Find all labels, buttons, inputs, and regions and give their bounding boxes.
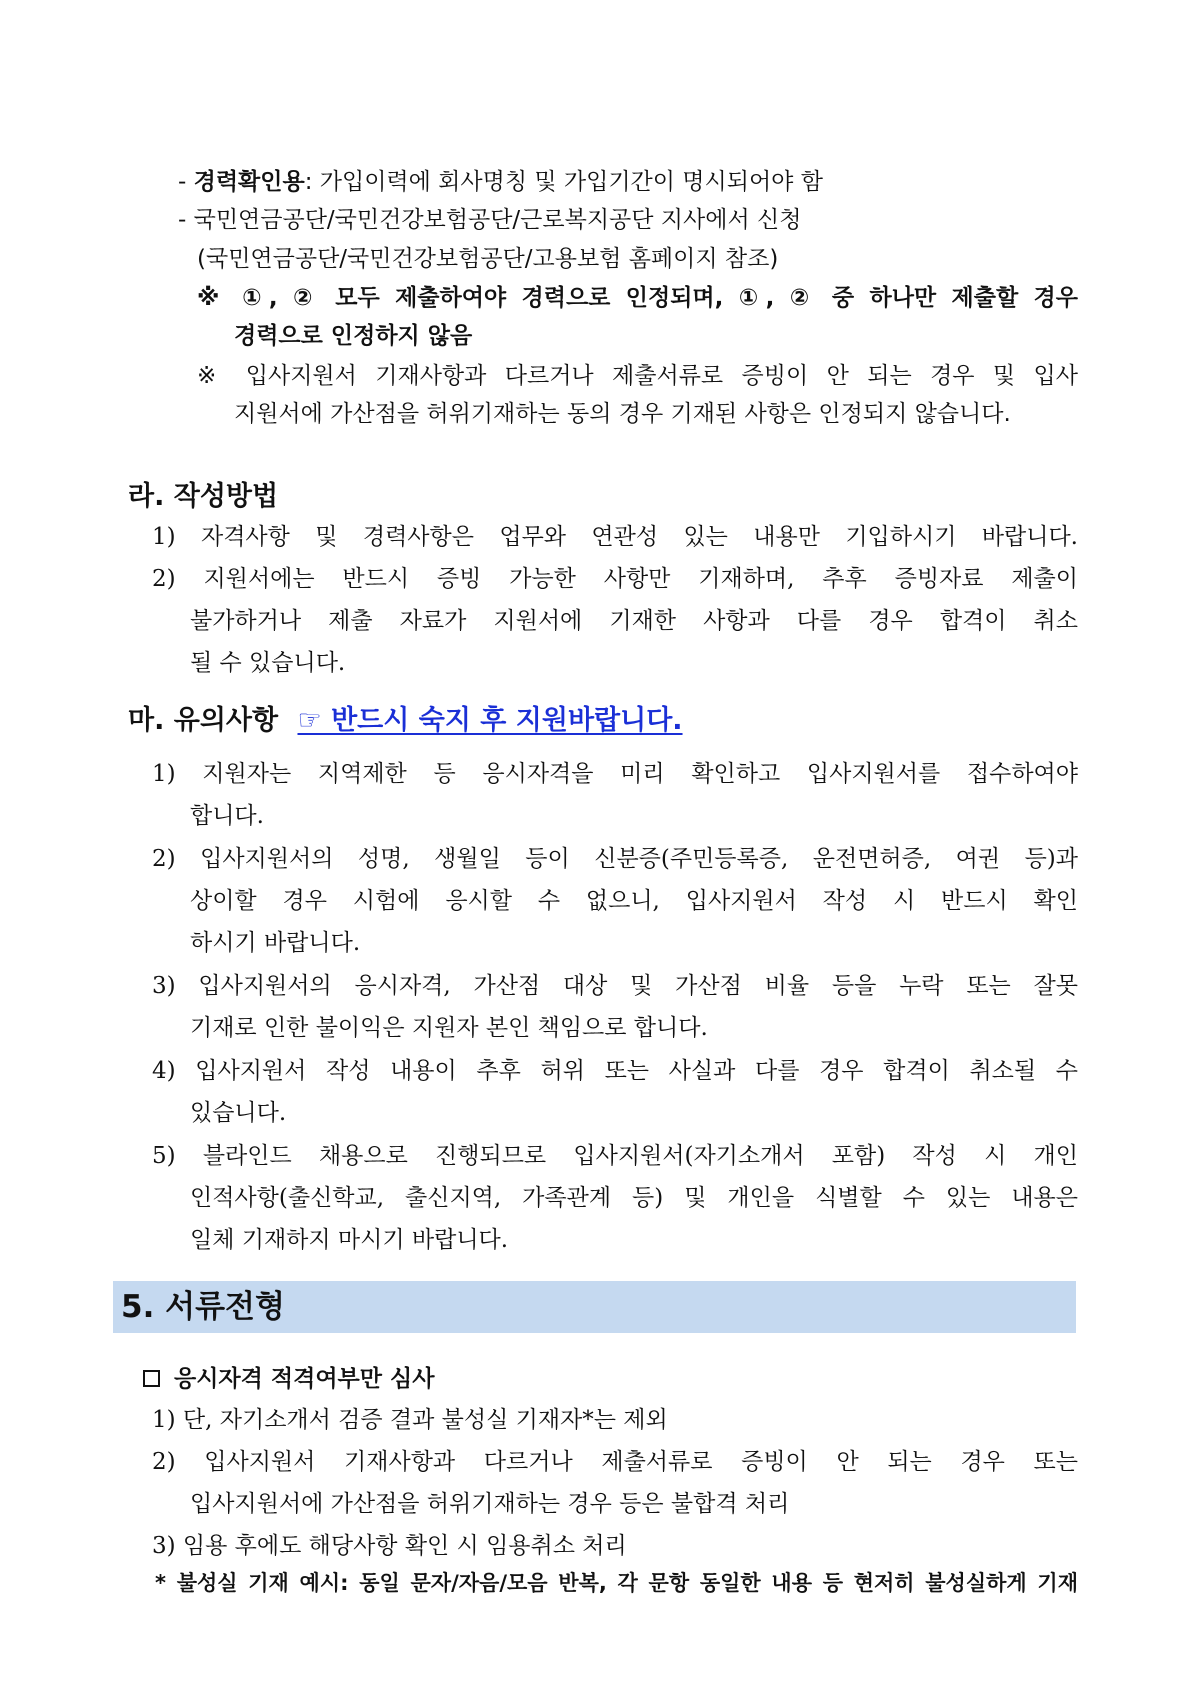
ma-notice-link[interactable]: ☞ 반드시 숙지 후 지원바랍니다. xyxy=(297,705,683,736)
section-ma-heading xyxy=(128,707,683,734)
section-5-item-2-line-1: 2) 입사지원서 기재사항과 다르거나 제출서류로 증빙이 안 되는 경우 또는 xyxy=(152,1449,1078,1475)
ma-item-5-line-2: 인적사항(출신학교, 출신지역, 가족관계 등) 및 개인을 식별할 수 있는 내용은 xyxy=(190,1185,1078,1211)
dash-bullet: - xyxy=(178,169,194,195)
career-item-2 xyxy=(178,209,801,232)
career-item-2-text: 국민연금공단/국민건강보험공단/근로복지공단 지사에서 신청 xyxy=(193,207,802,233)
section-5-item-3: 3) 임용 후에도 해당사항 확인 시 임용취소 처리 xyxy=(152,1533,627,1559)
ma-item-3-line-1: 3) 입사지원서의 응시자격, 가산점 대상 및 가산점 비율 등을 누락 또는 잘못 xyxy=(152,973,1078,999)
ma-item-3-line-2: 기재로 인한 불이익은 지원자 본인 책임으로 합니다. xyxy=(190,1015,708,1041)
section-5-item-1: 1) 단, 자기소개서 검증 결과 불성실 기재자*는 제외 xyxy=(152,1407,668,1433)
career-item-2-note: (국민연금공단/국민건강보험공단/고용보험 홈페이지 참조) xyxy=(197,246,779,272)
career-item-1-label: 경력확인용 xyxy=(193,169,305,195)
ma-item-1-line-1: 1) 지원자는 지역제한 등 응시자격을 미리 확인하고 입사지원서를 접수하여야 xyxy=(152,761,1078,787)
ra-item-2-line-3: 될 수 있습니다. xyxy=(190,650,346,676)
career-item-1-text: : 가입이력에 회사명칭 및 가입기간이 명시되어야 함 xyxy=(304,169,823,195)
section-5-item-2-line-2: 입사지원서에 가산점을 허위기재하는 경우 등은 불합격 처리 xyxy=(190,1491,790,1517)
ra-item-2-line-1: 2) 지원서에는 반드시 증빙 가능한 사항만 기재하며, 추후 증빙자료 제출이 xyxy=(152,566,1078,592)
section-ma-heading-text: 마. 유의사항 xyxy=(128,705,279,736)
career-note-2-line-1: ※ 입사지원서 기재사항과 다르거나 제출서류로 증빙이 안 되는 경우 및 입사 xyxy=(197,363,1078,389)
section-5-box-item-text: 응시자격 적격여부만 심사 xyxy=(174,1365,435,1392)
career-note-1-line-1: ※ ①, ② 모두 제출하여야 경력으로 인정되며, ①, ② 중 하나만 제출할 경우 xyxy=(197,285,1078,311)
ra-item-2-line-2: 불가하거나 제출 자료가 지원서에 기재한 사항과 다를 경우 합격이 취소 xyxy=(190,608,1078,634)
ma-item-4-line-1: 4) 입사지원서 작성 내용이 추후 허위 또는 사실과 다를 경우 합격이 취소될 수 xyxy=(152,1058,1078,1084)
ra-item-1: 1) 자격사항 및 경력사항은 업무와 연관성 있는 내용만 기입하시기 바랍니다. xyxy=(152,524,1078,550)
ma-item-5-line-1: 5) 블라인드 채용으로 진행되므로 입사지원서(자기소개서 포함) 작성 시 개인 xyxy=(152,1143,1078,1169)
career-note-1-line-2: 경력으로 인정하지 않음 xyxy=(234,323,473,349)
ma-item-2-line-1: 2) 입사지원서의 성명, 생월일 등이 신분증(주민등록증, 운전면허증, 여권 등)과 xyxy=(152,846,1078,872)
career-note-2-line-2: 지원서에 가산점을 허위기재하는 동의 경우 기재된 사항은 인정되지 않습니다. xyxy=(234,401,1011,427)
ma-item-4-line-2: 있습니다. xyxy=(190,1100,287,1126)
ma-item-2-line-3: 하시기 바랍니다. xyxy=(190,930,361,956)
checkbox-square-icon xyxy=(143,1370,160,1387)
ma-item-2-line-2: 상이할 경우 시험에 응시할 수 없으니, 입사지원서 작성 시 반드시 확인 xyxy=(190,888,1078,914)
career-item-1 xyxy=(178,171,823,194)
section-5-box-item xyxy=(143,1367,434,1390)
dash-bullet: - xyxy=(178,207,194,233)
section-ra-heading: 라. 작성방법 xyxy=(128,481,279,512)
ma-item-1-line-2: 합니다. xyxy=(190,803,264,829)
section-5-title: 5. 서류전형 xyxy=(121,1289,285,1325)
ma-item-5-line-3: 일체 기재하지 마시기 바랍니다. xyxy=(190,1227,509,1253)
section-5-footnote: * 불성실 기재 예시: 동일 문자/자음/모음 반복, 각 문항 동일한 내용 등 현저히 불성실하게 기재 xyxy=(155,1571,1078,1595)
